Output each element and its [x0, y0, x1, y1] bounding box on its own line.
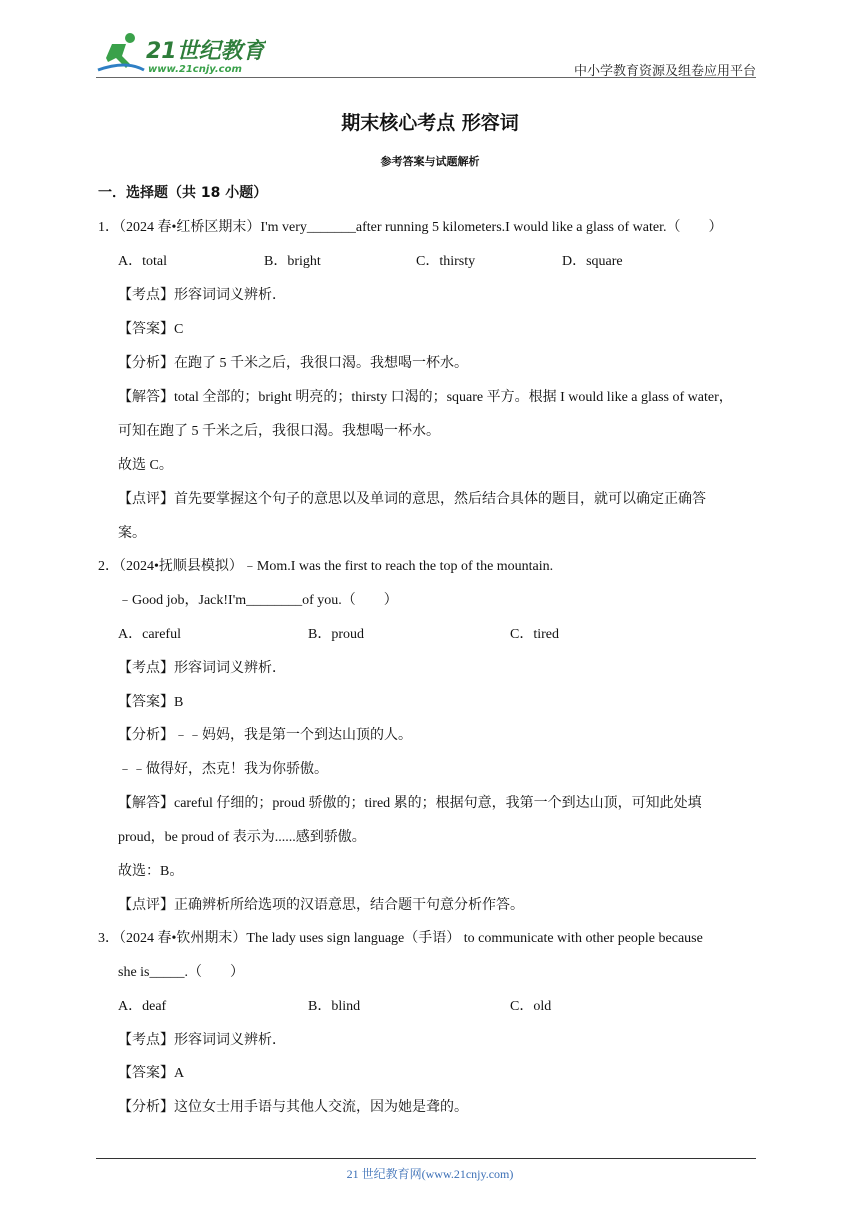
q3-stem: 3．（2024 春•钦州期末）The lady uses sign language（手语） to communicate with other people because [98, 931, 703, 946]
q1-option-d: D．square [562, 254, 623, 269]
q1-option-a: A．total [118, 254, 167, 269]
q3-option-c: C．old [510, 999, 552, 1014]
q2-option-b: B．proud [308, 627, 364, 642]
q1-analysis: 【分析】在跑了 5 千米之后，我很口渴。我想喝一杯水。 [118, 356, 468, 371]
q3-answer: 【答案】A [118, 1066, 185, 1081]
q1-option-b: B．bright [264, 254, 321, 269]
footer-rule [96, 1158, 756, 1159]
q3-option-b: B．blind [308, 999, 361, 1014]
q3-kaodian: 【考点】形容词词义辨析． [118, 1033, 286, 1048]
svg-text:21世纪教育: 21世纪教育 [146, 39, 265, 64]
q1-answer: 【答案】C [118, 322, 184, 337]
q3-analysis: 【分析】这位女士用手语与其他人交流，因为她是聋的。 [118, 1100, 468, 1115]
header-rule [96, 77, 756, 78]
q1-kaodian: 【考点】形容词词义辨析． [118, 288, 286, 303]
q2-solution-line2: proud，be proud of 表示为......感到骄傲。 [118, 830, 366, 845]
footer-link[interactable]: 21 世纪教育网(www.21cnjy.com) [346, 1167, 514, 1181]
q1-option-c: C．thirsty [416, 254, 476, 269]
q1-solution-line2: 可知在跑了 5 千米之后，我很口渴。我想喝一杯水。 [118, 424, 440, 439]
logo-21cnjy [96, 30, 266, 76]
page-header [96, 30, 756, 78]
q2-choice: 故选：B。 [118, 864, 184, 879]
q1-solution-line1: 【解答】total 全部的；bright 明亮的；thirsty 口渴的；square 平方。根据 I would like a glass of water， [118, 390, 733, 405]
q2-comment: 【点评】正确辨析所给选项的汉语意思，结合题干句意分析作答。 [118, 898, 524, 913]
platform-name: 中小学教育资源及组卷应用平台 [573, 63, 756, 78]
q2-stem-line2: ﹣Good job，Jack!I'm________of you.（ ） [118, 593, 398, 608]
q2-solution-line1: 【解答】careful 仔细的；proud 骄傲的；tired 累的；根据句意，我第一个到达山顶，可知此处填 [118, 796, 702, 811]
q2-option-c: C．tired [510, 627, 559, 642]
q2-option-a: A．careful [118, 627, 181, 642]
section-heading: 一．选择题（共 18 小题） [98, 185, 268, 201]
q1-stem: 1．（2024 春•红桥区期末）I'm very_______after running 5 kilometers.I would like a glass of water.（ ） [98, 220, 723, 235]
page-subtitle: 参考答案与试题解析 [380, 155, 480, 168]
q2-analysis-line1: 【分析】﹣﹣妈妈，我是第一个到达山顶的人。 [118, 728, 412, 743]
q1-choice: 故选 C。 [118, 458, 173, 473]
q1-comment-line2: 案。 [118, 526, 146, 541]
q3-stem-line2: she is_____.（ ） [118, 965, 244, 980]
q1-comment-line1: 【点评】首先要掌握这个句子的意思以及单词的意思，然后结合具体的题目，就可以确定正确答 [118, 492, 706, 507]
q2-analysis-line2: ﹣﹣做得好，杰克！我为你骄傲。 [118, 762, 328, 777]
q2-kaodian: 【考点】形容词词义辨析． [118, 661, 286, 676]
svg-text:www.21cnjy.com: www.21cnjy.com [148, 64, 242, 75]
q2-stem: 2．（2024•抚顺县模拟）﹣Mom.I was the first to reach the top of the mountain. [98, 559, 554, 574]
q3-option-a: A．deaf [118, 999, 167, 1014]
q2-answer: 【答案】B [118, 695, 184, 710]
page-title: 期末核心考点 形容词 [341, 112, 519, 134]
